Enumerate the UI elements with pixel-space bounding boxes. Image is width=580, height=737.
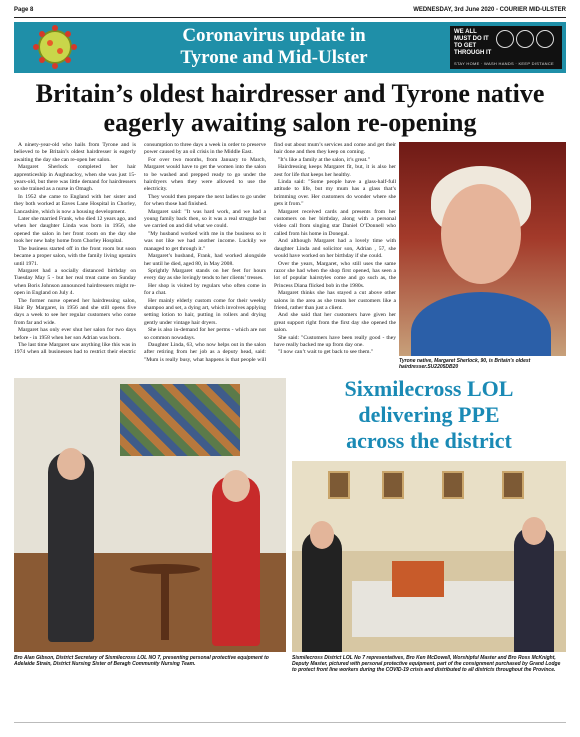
article-paragraph: Margaret Sherlock completed her hair apprenticeship in Aughnacloy, when she was just 15-years-old, but there was little demand for hairdressers so she trained as a nurse in Omagh. [14, 164, 136, 193]
article-paragraph: For over two months, from January to March, Margaret would have to get the women into the salon to be washed and prepped ready to go under the hairdryers when they were allowed to use the electricity. [144, 156, 266, 193]
footer-rule [14, 722, 566, 723]
campaign-tag-small: STAY HOME · WASH HANDS · KEEP DISTANCE [454, 61, 555, 66]
dateline: WEDNESDAY, 3rd June 2020 - COURIER MID-ULSTER [413, 7, 566, 13]
article-paragraph: She said: "Customers have been really good - they have really backed me up from day one. [274, 334, 396, 348]
right-photo-caption: Sixmilecross District LOL No 7 representatives, Bro Ken McDowell, Worshipful Master and Bro Ross McKnight, Deputy Master, pictured with personal protective equipment, part of the consignment purchased by Grand Lodge to protect front line workers during the COVID-19 crisis and distributed to all districts throughout the Province. [292, 655, 561, 673]
sub-headline-line2: delivering PPE [358, 402, 500, 427]
main-headline: Britain’s oldest hairdresser and Tyrone native eagerly awaiting salon re-opening [35, 79, 545, 137]
section-banner [14, 22, 566, 73]
ppe-presentation-photo [14, 378, 286, 652]
article-paragraph: Her mainly elderly custom come for their weekly shampoo and set, a dying art, which involves applying setting lotion to hair, putting in rollers and drying gently under vintage hair dryers. [144, 297, 266, 326]
sub-headline-line3: across the district [346, 428, 512, 453]
article-paragraph: "I now can’t wait to get back to see them." [278, 349, 374, 356]
page-number: Page 8 [14, 7, 34, 13]
article-paragraph: The former nurse opened her hairdressing salon, Hair By Margaret, in 1956 and she still opens five days a week to see her regular customers who come from far and wide. [14, 297, 136, 326]
article-paragraph: And she said that her customers have given her great support right from the first day she opened the salon. [274, 312, 396, 334]
article-paragraph: A ninety-year-old who hails from Tyrone and is believed to be Britain’s oldest hairdresser is eagerly awaiting the day she can re-open her salon. [14, 142, 136, 163]
article-paragraph: Margaret thinks she has stayed a cut above other salons in the area as she treats her customers like a friend, rather than just a client. [274, 290, 396, 311]
sub-headline [292, 376, 566, 454]
campaign-tag [450, 26, 562, 69]
article-paragraph: "My husband worked with me in the business so it was not like we had another income. Luckily we managed to get through it." [144, 230, 266, 252]
portrait-photo [399, 142, 566, 356]
lodge-room-photo [292, 461, 566, 652]
article-body [14, 142, 396, 373]
portrait-caption: Tyrone native, Margaret Sherlock, 90, is Britain's oldest hairdresser.SU2205DB20 [399, 358, 531, 370]
article-paragraph: The last time Margaret saw anything like this was in 1974 when all businesses had to restrict their electric consumption to three days a week in order to preserve power caused by an oil crisis in the Middle East. [14, 142, 266, 356]
article-paragraph: She is also in-demand for her perms - which are not so common nowadays. [144, 327, 266, 341]
article-paragraph: The business started off in the front room but soon became a proper salon, with the family living upstairs until 1971. [14, 245, 136, 267]
left-photo-caption: Bro Alan Gibson, District Secretary of Sixmilecross LOL NO 7, presenting personal protective equipment to Adelaide Strain, District Nursing Sister of Beragh Community Nursing Team. [14, 655, 269, 667]
article-paragraph: Margaret’s husband, Frank, had worked alongside her until he died, aged 80, in May 2008. [144, 253, 266, 267]
article-paragraph: In 1952 she came to England with her sister and they both worked at Eaves Lane Hospital in Chorley, Lancashire, which is now a housing development. [14, 193, 136, 215]
article-paragraph: Over the years, Margaret, who still uses the same razor she had when the shop first opened, has seen a lot of popular hairstyles come and go such as, the Princess Diana flicked bob in the 1980s. [274, 260, 396, 289]
page-header-strip [14, 6, 566, 18]
article-paragraph: And although Margaret had a lovely time with daughter Linda and solicitor son, Adrian , 57, she would have worked on her birthday if she could. [274, 238, 396, 260]
article-paragraph: "It’s like a family at the salon, it’s great." [278, 156, 370, 163]
banner-title-line2: Tyrone and Mid-Ulster [180, 47, 368, 68]
article-paragraph: Margaret has only ever shut her salon for two days before - in 1958 when her son Adrian was born. [14, 327, 136, 341]
article-paragraph: Daughter Linda, 63, who now helps out in the salon after retiring from her job as a deputy head, said: "Mum is really busy, what happens is that people will find out about mum’s services and come and get their hair done and then they keep on coming. [144, 142, 396, 363]
campaign-logos [496, 30, 558, 54]
article-paragraph: They would then prepare the next ladies to go under for when those had finished. [144, 193, 266, 208]
article-paragraph: Margaret had a socially distanced birthday on Tuesday May 5 - but her real treat came on Sunday when Boris Johnson announced hairdressers might re-open in England on July 4. [14, 267, 136, 297]
article-paragraph: Margaret received cards and presents from her customers on her birthday, along with a personal video call from singing star Daniel O’Donnell who called from his home in Donegal. [274, 208, 396, 237]
campaign-tag-text: WE ALL MUST DO IT TO GET THROUGH IT [454, 29, 492, 56]
sub-headline-line1: Sixmilecross LOL [344, 376, 514, 401]
article-paragraph: Linda said: "Some people have a glass-half-full attitude to life, but my mum has a glass that’s brimming over. Her customers do wonder where she gets it from." [274, 179, 396, 208]
article-paragraph: Margaret said: "It was hard work, and we had a young family back then, so it was a real struggle but we carried on and did what we could. [144, 208, 266, 230]
banner-title-line1: Coronavirus update in [182, 25, 366, 46]
article-paragraph: Hairdressing keeps Margaret fit, but, it is also her zest for life that keeps her healthy. [274, 164, 396, 178]
article-paragraph: Her shop is visited by regulars who often come in for a chat. [144, 282, 266, 297]
article-paragraph: Later she married Frank, who died 12 years ago, and when her daughter Linda was born in 1956, she opened the salon in her front room on the day she took her new baby home from Chorley Hospital. [14, 216, 136, 245]
article-paragraph: Sprightly Margaret stands on her feet for hours every day as she lovingly tends to her clients’ tresses. [144, 267, 266, 282]
coronavirus-icon [20, 25, 90, 70]
